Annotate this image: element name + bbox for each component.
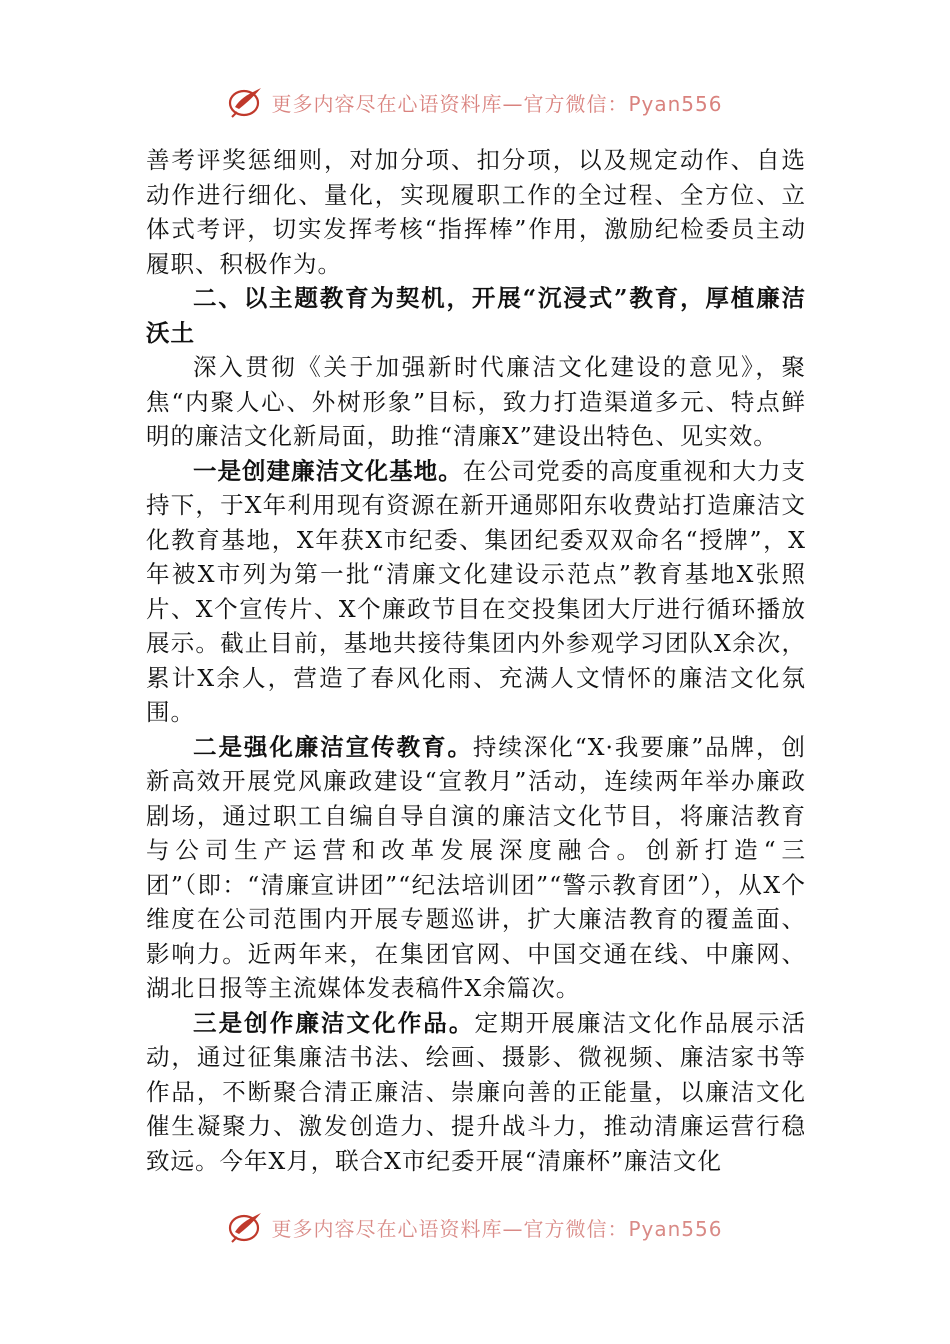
document-body	[146, 143, 806, 1178]
item-text-3: 定期开展廉洁文化作品展示活动，通过征集廉洁书法、绘画、摄影、微视频、廉洁家书等作品，不断聚合清正廉洁、崇廉向善的正能量，以廉洁文化催生凝聚力、激发创造力、提升战斗力，推动清廉运营行稳致远。今年X月，联合X市纪委开展“清廉杯”廉洁文化	[146, 1008, 807, 1175]
paragraph-continued: 善考评奖惩细则，对加分项、扣分项，以及规定动作、自选动作进行细化、量化，实现履职工作的全过程、全方位、立体式考评，切实发挥考核“指挥棒”作用，激励纪检委员主动履职、积极作为。	[146, 146, 806, 278]
watermark-footer	[0, 1207, 950, 1247]
item-text-2: 持续深化“X·我要廉”品牌，创新高效开展党风廉政建设“宣教月”活动，连续两年举办廉政剧场，通过职工自编自导自演的廉洁文化节目，将廉洁教育与公司生产运营和改革发展深度融合。创新打造“三团”（即：“清廉宣讲团”“纪法培训团”“警示教育团”），从X个维度在公司范围内开展专题巡讲，扩大廉洁教育的覆盖面、影响力。近两年来，在集团官网、中国交通在线、中廉网、湖北日报等主流媒体发表稿件X余篇次。	[146, 732, 807, 1002]
watermark-header	[0, 82, 950, 122]
item-text-1: 在公司党委的高度重视和大力支持下，于X年利用现有资源在新开通郧阳东收费站打造廉洁文化教育基地，X年获X市纪委、集团纪委双双命名“授牌”，X年被X市列为第一批“清廉文化建设示范点”教育基地X张照片、X个宣传片、X个廉政节目在交投集团大厅进行循环播放展示。截止目前，基地共接待集团内外参观学习团队X余次，累计X余人，营造了春风化雨、充满人文情怀的廉洁文化氛围。	[146, 456, 807, 726]
watermark-text: 更多内容尽在心语资料库—官方微信：Pyan556	[271, 1216, 723, 1241]
section-heading: 二、以主题教育为契机，开展“沉浸式”教育，厚植廉洁沃土	[146, 284, 806, 347]
quill-logo-icon	[227, 1210, 265, 1244]
item-paragraph-3	[146, 1006, 806, 1179]
watermark-text: 更多内容尽在心语资料库—官方微信：Pyan556	[271, 91, 723, 116]
item-lead-2: 二是强化廉洁宣传教育。	[193, 732, 473, 761]
item-lead-3: 三是创作廉洁文化作品。	[193, 1008, 475, 1037]
item-paragraph-1	[146, 454, 806, 730]
section-intro-paragraph: 深入贯彻《关于加强新时代廉洁文化建设的意见》，聚焦“内聚人心、外树形象”目标，致力打造渠道多元、特点鲜明的廉洁文化新局面，助推“清廉X”建设出特色、见实效。	[146, 353, 806, 450]
item-paragraph-2	[146, 730, 806, 1006]
item-lead-1: 一是创建廉洁文化基地。	[193, 456, 463, 485]
quill-logo-icon	[227, 85, 265, 119]
